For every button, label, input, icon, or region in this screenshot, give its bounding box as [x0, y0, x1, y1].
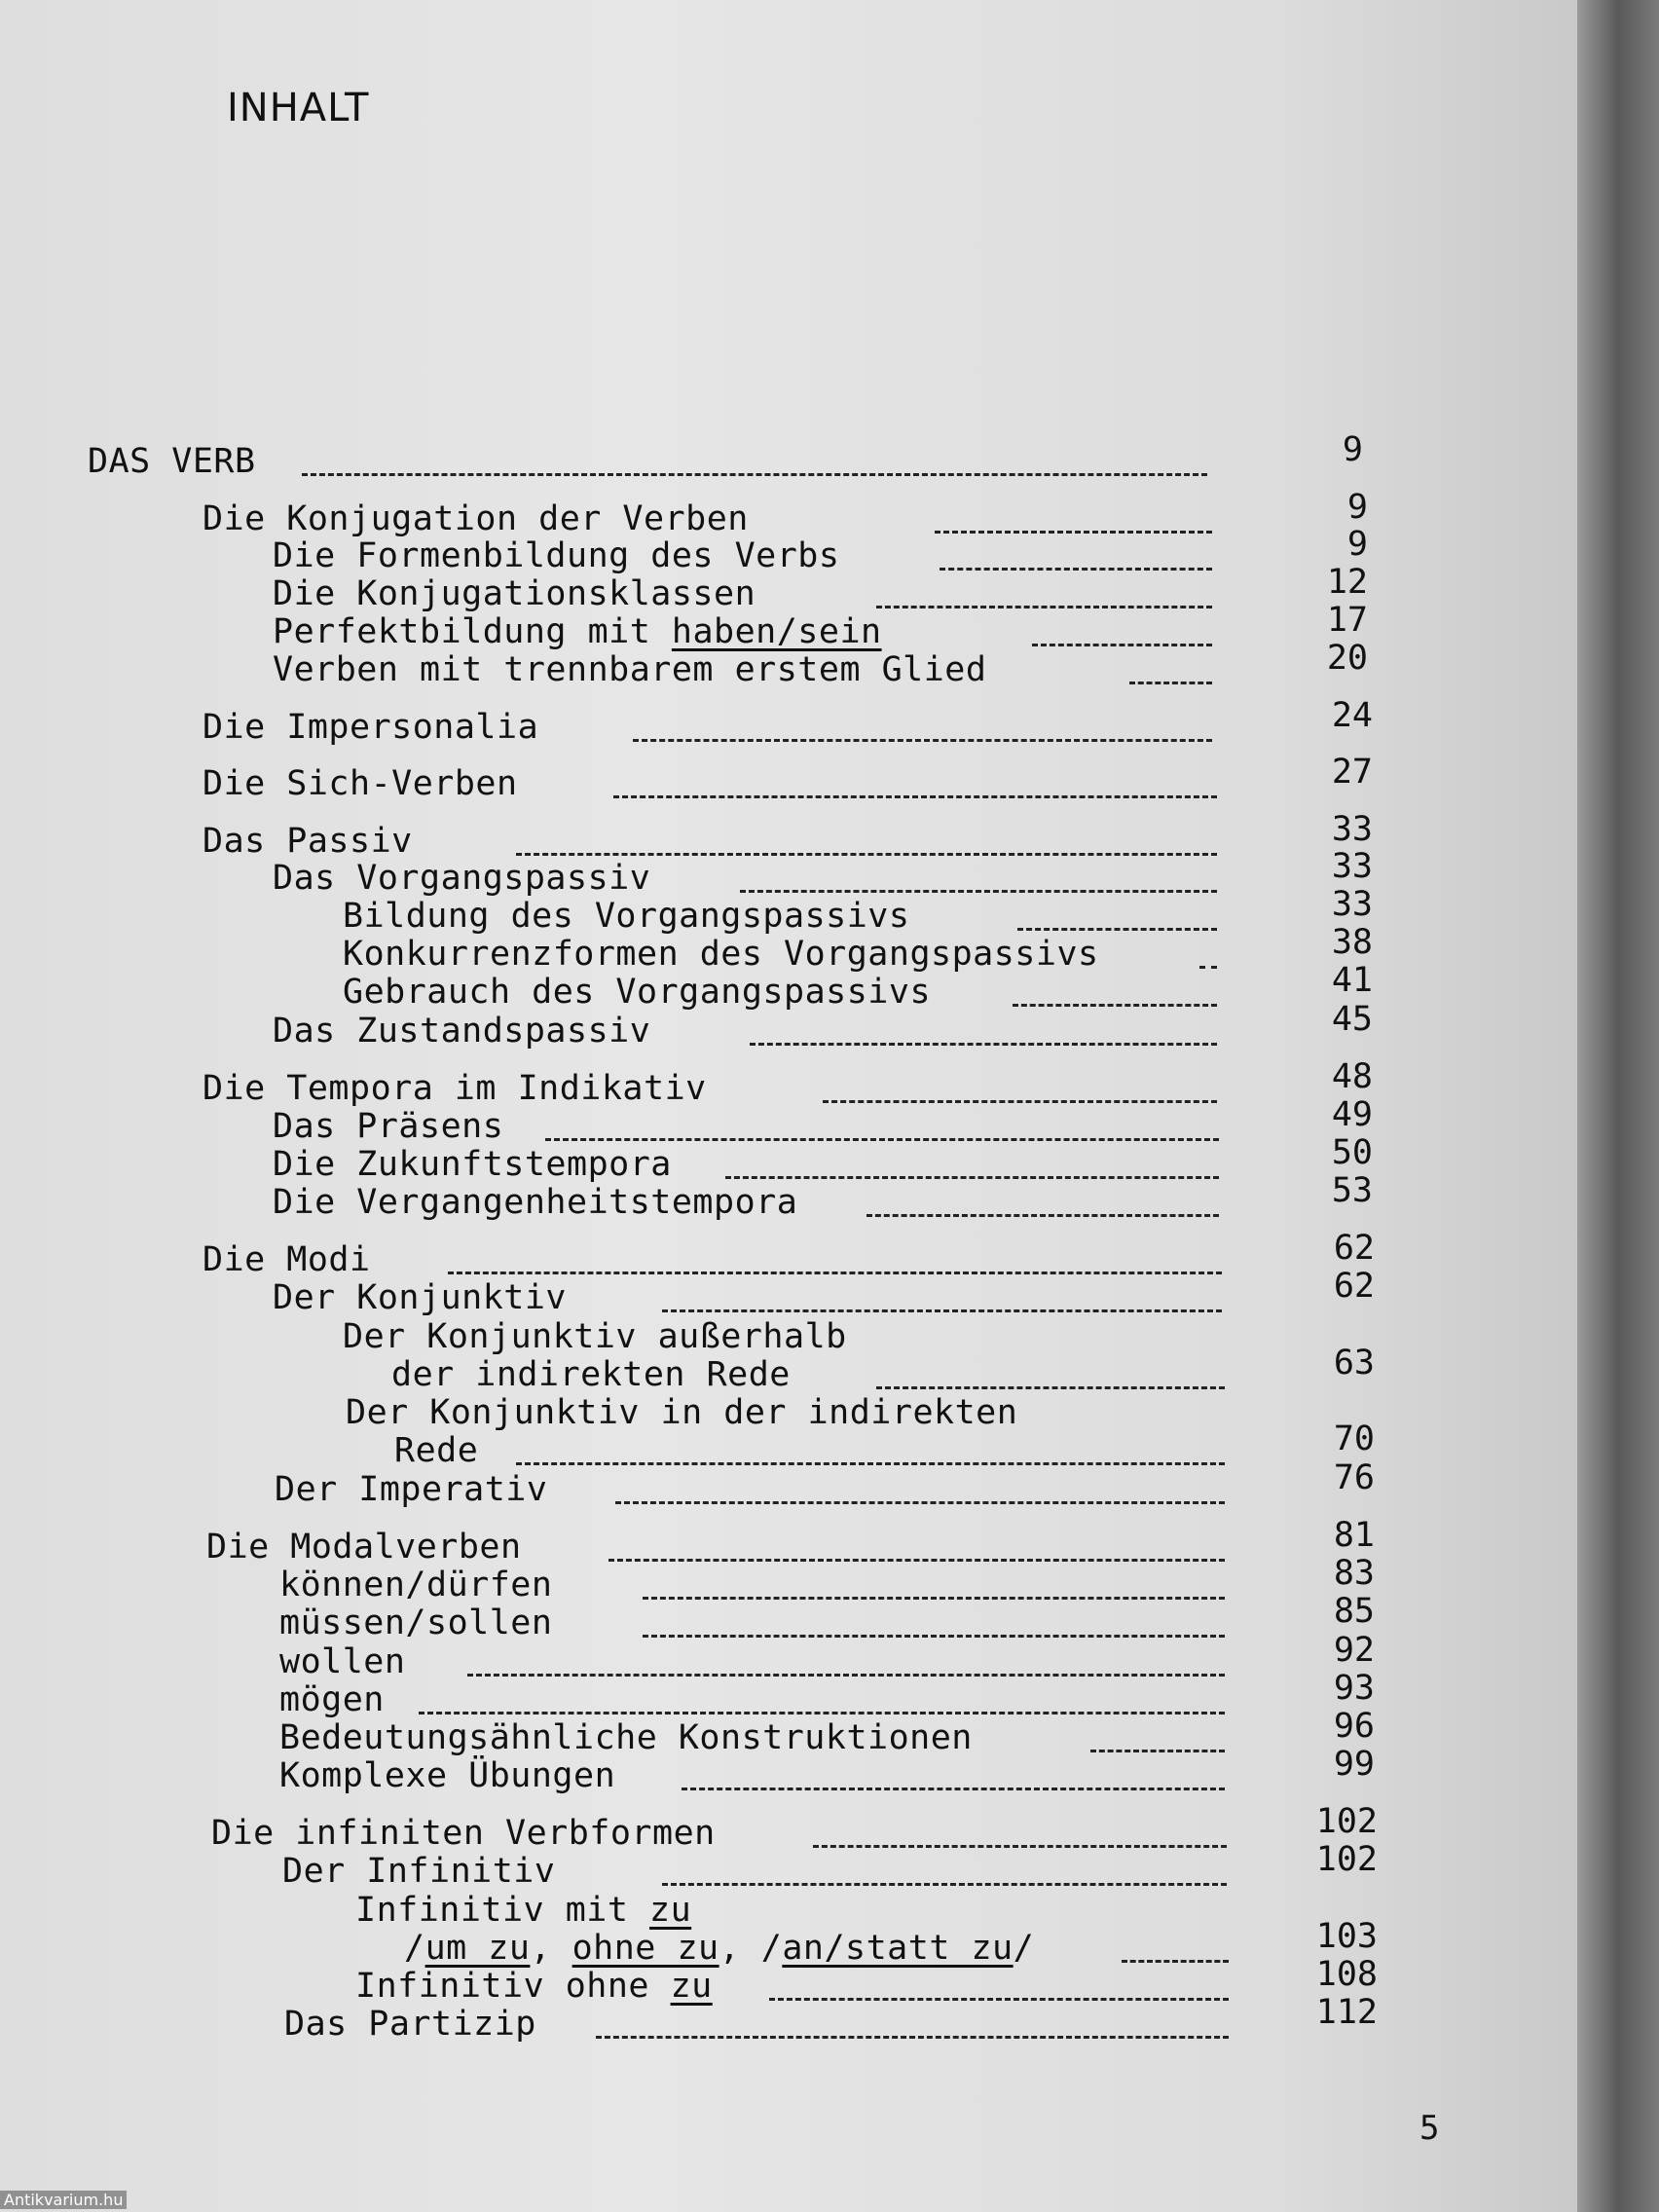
toc-page-number: 93 — [1333, 1669, 1375, 1708]
leader-line — [643, 1635, 1225, 1638]
toc-entry-text: , / — [719, 1929, 783, 1968]
leader-line — [935, 531, 1212, 534]
toc-page-number: 102 — [1315, 1840, 1378, 1879]
toc-entry-title — [206, 1528, 522, 1567]
toc-entry-title — [343, 1317, 847, 1356]
leader-line — [419, 1712, 1225, 1714]
toc-entry-text: / — [1013, 1929, 1035, 1968]
leader-line — [813, 1845, 1227, 1848]
toc-entry-text: Die Tempora im Indikativ — [203, 1069, 707, 1108]
toc-entry-title — [273, 1183, 797, 1222]
leader-line — [876, 606, 1212, 608]
toc-entry-text: Die Vergangenheitstempora — [273, 1183, 798, 1222]
toc-page-number: 85 — [1333, 1592, 1375, 1631]
watermark: Antikvarium.hu — [0, 2191, 127, 2209]
toc-page-number: 9 — [1346, 525, 1368, 564]
toc-entry-text: Das Partizip — [284, 2005, 536, 2044]
leader-line — [1032, 644, 1212, 646]
toc-entry-title — [355, 1891, 691, 1930]
leader-line — [1013, 1004, 1217, 1007]
toc-page-number: 9 — [1342, 430, 1363, 469]
leader-line — [940, 568, 1212, 571]
book-spine-edge — [1577, 0, 1659, 2212]
leader-line — [876, 1386, 1225, 1389]
toc-entry-underlined: um zu — [424, 1929, 531, 1968]
toc-entry-text: Die Sich-Verben — [203, 764, 518, 803]
toc-entry-text: Infinitiv ohne — [355, 1967, 671, 2006]
toc-entry-title — [273, 1278, 567, 1317]
leader-line — [823, 1100, 1217, 1103]
toc-page-number: 92 — [1333, 1631, 1375, 1670]
leader-line — [750, 1043, 1217, 1046]
toc-entry-title — [282, 1852, 555, 1891]
toc-page-number: 50 — [1331, 1133, 1373, 1172]
toc-entry-text: Das Präsens — [273, 1107, 504, 1146]
toc-entry-text: Bildung des Vorgangspassivs — [343, 897, 910, 936]
toc-entry-text: wollen — [279, 1642, 406, 1681]
toc-page-number: 33 — [1331, 847, 1373, 886]
toc-entry-text: Der Konjunktiv in der indirekten — [346, 1393, 1018, 1432]
toc-page-number: 33 — [1331, 885, 1373, 924]
toc-page-number: 62 — [1333, 1267, 1375, 1306]
toc-entry-text: können/dürfen — [279, 1566, 553, 1604]
leader-line — [1122, 1960, 1229, 1963]
page-title: INHALT — [227, 86, 370, 130]
toc-entry-text: Konkurrenzformen des Vorgangspassivs — [343, 935, 1099, 974]
toc-entry-underlined: zu — [670, 1967, 713, 2006]
leader-line — [448, 1272, 1222, 1274]
toc-entry-text: Verben mit trennbarem erstem Glied — [273, 650, 987, 689]
toc-page-number: 48 — [1331, 1057, 1373, 1096]
toc-entry-text: mögen — [279, 1680, 385, 1719]
leader-line — [467, 1674, 1225, 1677]
toc-entry-title — [279, 1718, 973, 1757]
toc-page-number: 9 — [1346, 488, 1368, 527]
toc-page-number: 20 — [1326, 639, 1368, 678]
toc-entry-title — [279, 1566, 552, 1604]
toc-entry-title — [343, 897, 909, 936]
toc-entry-title — [343, 935, 1099, 974]
toc-entry-text: Bedeutungsähnliche Konstruktionen — [279, 1718, 973, 1757]
leader-line — [545, 1138, 1219, 1141]
toc-entry-text: müssen/sollen — [279, 1604, 553, 1642]
toc-entry-title — [273, 612, 882, 651]
toc-page-number: 41 — [1331, 961, 1373, 1000]
toc-page-number: 83 — [1333, 1554, 1375, 1593]
toc-entry-title — [343, 973, 931, 1012]
toc-entry-text: Der Konjunktiv außerhalb — [343, 1317, 847, 1356]
toc-page-number: 17 — [1326, 601, 1368, 640]
toc-entry-title — [273, 1145, 672, 1184]
toc-page-number: 12 — [1326, 563, 1368, 602]
toc-entry-underlined: haben/sein — [671, 612, 882, 651]
toc-entry-title — [211, 1814, 716, 1853]
leader-line — [516, 1462, 1225, 1465]
toc-entry-text: Das Zustandspassiv — [273, 1012, 651, 1051]
toc-entry-title — [203, 499, 749, 538]
toc-entry-text: Die Konjugation der Verben — [203, 499, 749, 538]
toc-entry-text: DAS VERB — [88, 442, 256, 481]
leader-line — [866, 1214, 1219, 1217]
toc-entry-title — [284, 2005, 536, 2044]
toc-entry-text: Der Infinitiv — [282, 1852, 556, 1891]
toc-page-number: 24 — [1331, 696, 1373, 735]
toc-entry-title — [203, 822, 413, 861]
leader-line — [725, 1176, 1219, 1179]
toc-entry-text: Gebrauch des Vorgangspassivs — [343, 973, 932, 1012]
leader-line — [1199, 966, 1217, 969]
toc-entry-text: Das Vorgangspassiv — [273, 859, 651, 898]
toc-page-number: 81 — [1333, 1516, 1375, 1555]
toc-entry-text: Die Formenbildung des Verbs — [273, 536, 840, 575]
toc-entry-title — [279, 1756, 615, 1795]
page-number: 5 — [1419, 2109, 1440, 2148]
leader-line — [740, 890, 1217, 893]
leader-line — [769, 1998, 1229, 2001]
toc-page-number: 102 — [1315, 1802, 1378, 1841]
toc-entry-title — [273, 650, 986, 689]
toc-page-number: 49 — [1331, 1095, 1373, 1134]
toc-entry-title — [279, 1642, 405, 1681]
leader-line — [615, 1501, 1225, 1504]
toc-entry-text: Die Zukunftstempora — [273, 1145, 672, 1184]
toc-entry-title — [275, 1470, 547, 1509]
toc-entry-text: Das Passiv — [203, 822, 413, 861]
toc-entry-text: Komplexe Übungen — [279, 1756, 616, 1795]
leader-line — [302, 473, 1207, 476]
toc-entry-text: / — [404, 1929, 425, 1968]
toc-entry-text: Der Konjunktiv — [273, 1278, 568, 1317]
toc-page-number: 112 — [1315, 1993, 1378, 2032]
toc-entry-title — [404, 1929, 1034, 1968]
leader-line — [1017, 928, 1217, 931]
toc-entry-title — [88, 442, 256, 481]
toc-entry-title — [273, 1107, 503, 1146]
toc-entry-text: Perfektbildung mit — [273, 612, 672, 651]
toc-page-number: 70 — [1333, 1419, 1375, 1458]
leader-line — [613, 795, 1217, 798]
toc-page-number: 103 — [1315, 1917, 1378, 1956]
toc-entry-title — [273, 536, 839, 575]
toc-entry-text: der indirekten Rede — [391, 1355, 791, 1394]
toc-entry-text: Die Modalverben — [206, 1528, 522, 1567]
toc-page-number: 99 — [1333, 1745, 1375, 1784]
toc-page-number: 27 — [1331, 753, 1373, 792]
toc-entry-title — [346, 1393, 1017, 1432]
leader-line — [662, 1309, 1222, 1312]
leader-line — [608, 1559, 1225, 1562]
leader-line — [633, 739, 1212, 742]
toc-entry-title — [203, 1069, 707, 1108]
toc-entry-title — [279, 1680, 385, 1719]
toc-entry-text: Rede — [394, 1431, 479, 1470]
leader-line — [516, 853, 1217, 856]
toc-page-number: 63 — [1333, 1344, 1375, 1382]
toc-entry-title — [203, 708, 538, 747]
leader-line — [682, 1788, 1225, 1790]
toc-entry-title — [203, 764, 518, 803]
toc-entry-underlined: an/statt zu — [782, 1929, 1014, 1968]
toc-entry-text: Die Impersonalia — [203, 708, 539, 747]
leader-line — [1090, 1750, 1225, 1752]
toc-page-number: 53 — [1331, 1171, 1373, 1210]
leader-line — [662, 1883, 1227, 1886]
toc-entry-title — [391, 1355, 791, 1394]
toc-page-number: 108 — [1315, 1955, 1378, 1994]
leader-line — [596, 2036, 1229, 2039]
toc-entry-title — [279, 1604, 552, 1642]
toc-page-number: 76 — [1333, 1458, 1375, 1497]
toc-page-number: 33 — [1331, 810, 1373, 849]
toc-entry-title — [203, 1240, 371, 1279]
toc-page-number: 45 — [1331, 1000, 1373, 1039]
toc-entry-title — [394, 1431, 478, 1470]
leader-line — [643, 1597, 1225, 1600]
leader-line — [1129, 682, 1212, 684]
toc-entry-title — [273, 1012, 650, 1051]
toc-entry-text: Infinitiv mit — [355, 1891, 650, 1930]
toc-entry-text: , — [530, 1929, 572, 1968]
toc-entry-title — [355, 1967, 713, 2006]
toc-page-number: 96 — [1333, 1707, 1375, 1746]
toc-entry-title — [273, 574, 756, 613]
toc-entry-text: Der Imperativ — [275, 1470, 548, 1509]
toc-page-number: 38 — [1331, 923, 1373, 962]
toc-entry-underlined: zu — [649, 1891, 692, 1930]
toc-page-number: 62 — [1333, 1229, 1375, 1268]
toc-entry-text: Die Modi — [203, 1240, 371, 1279]
toc-entry-text: Die infiniten Verbformen — [211, 1814, 716, 1853]
toc-entry-text: Die Konjugationsklassen — [273, 574, 756, 613]
toc-entry-title — [273, 859, 650, 898]
toc-entry-underlined: ohne zu — [571, 1929, 719, 1968]
